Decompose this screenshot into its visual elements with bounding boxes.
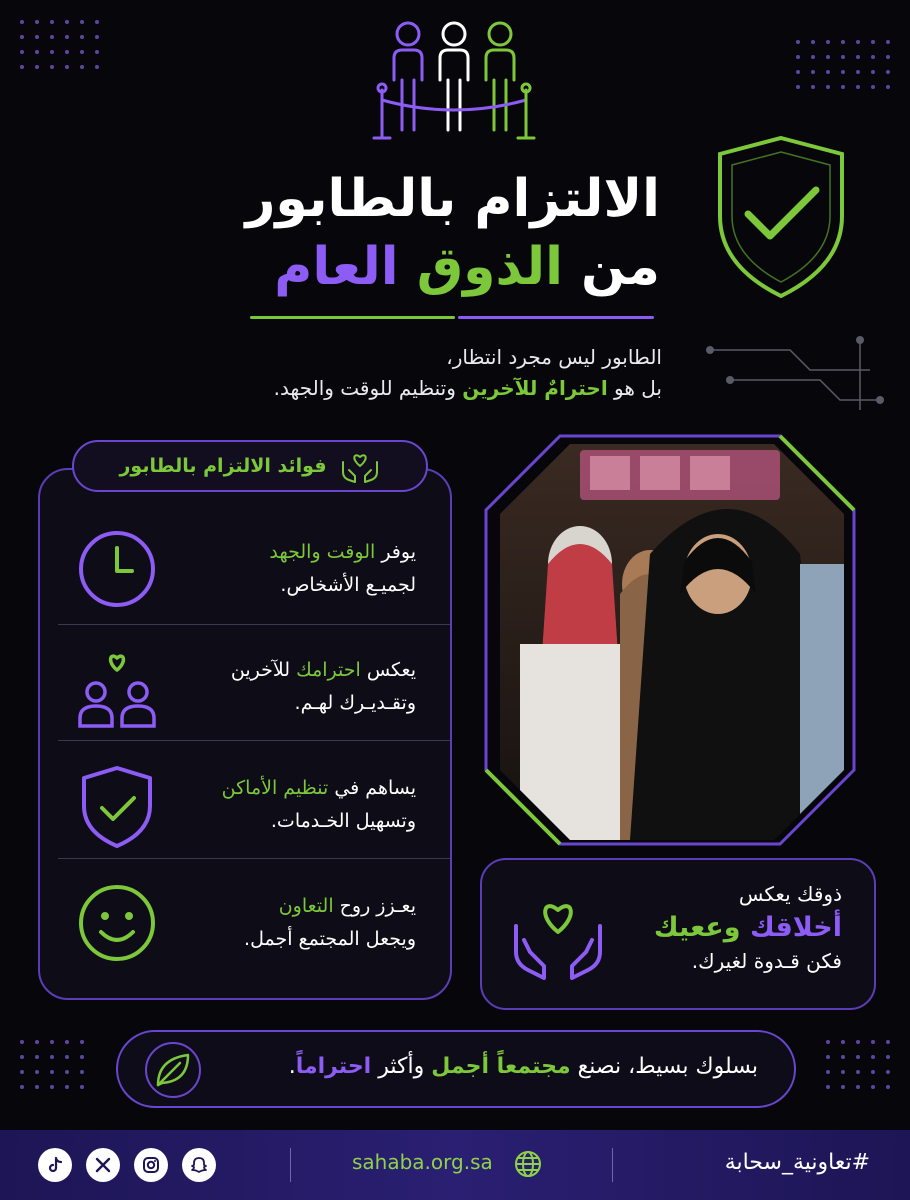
decor-dot	[35, 65, 39, 69]
footer-divider	[612, 1148, 613, 1182]
decor-dot	[826, 1040, 830, 1044]
intro-line2	[274, 373, 662, 404]
intro-line2-highlight: احترامٌ للآخرين	[462, 376, 608, 400]
decor-dot	[871, 85, 875, 89]
decor-dot	[871, 70, 875, 74]
decor-dot	[95, 50, 99, 54]
decor-dot	[80, 1085, 84, 1089]
benefit-divider	[58, 624, 450, 625]
decor-dot	[856, 40, 860, 44]
title-line2	[245, 238, 660, 298]
globe-icon	[514, 1150, 542, 1178]
title-underline-green	[250, 316, 455, 319]
decor-dot	[65, 65, 69, 69]
decor-dot	[20, 65, 24, 69]
decor-dot	[841, 1085, 845, 1089]
decor-dot	[50, 50, 54, 54]
decor-dot	[35, 1040, 39, 1044]
decor-dot	[826, 40, 830, 44]
decor-dot	[80, 1055, 84, 1059]
decor-dot	[871, 55, 875, 59]
title-word-min: من	[581, 236, 660, 297]
circuit-lines-decoration	[700, 330, 890, 430]
decor-dot	[871, 1055, 875, 1059]
decor-dot	[856, 1070, 860, 1074]
clock-icon	[74, 526, 160, 612]
decor-dot	[95, 20, 99, 24]
decor-dot	[35, 50, 39, 54]
decor-dot	[826, 1070, 830, 1074]
benefit-2-highlight: احترامك	[296, 659, 361, 681]
decor-dot	[811, 40, 815, 44]
decor-dot	[35, 1085, 39, 1089]
benefit-divider	[58, 740, 450, 741]
decor-dot	[841, 1040, 845, 1044]
decor-dot	[20, 35, 24, 39]
decor-dot	[35, 35, 39, 39]
decor-dot	[796, 85, 800, 89]
title-word-dhawq: الذوق	[416, 236, 563, 297]
benefit-item	[38, 744, 452, 860]
benefit-1-highlight: الوقت والجهد	[269, 541, 376, 563]
decor-dot	[20, 20, 24, 24]
decor-dot	[796, 40, 800, 44]
closing-highlight-green: مجتمعاً أجمل	[431, 1054, 571, 1079]
decor-dot	[65, 1085, 69, 1089]
decor-dot	[20, 1040, 24, 1044]
benefit-4-text-a: يعـزز روح	[339, 895, 416, 917]
benefit-3-line2: وتسهيل الخـدمات.	[270, 810, 416, 833]
closing-highlight-purple: احتراماً	[295, 1054, 372, 1079]
benefits-heading: فوائد الالتزام بالطابور	[119, 455, 327, 477]
dot-pattern-bottom-right	[826, 1040, 890, 1089]
decor-dot	[80, 1070, 84, 1074]
benefit-item	[38, 862, 452, 978]
hashtag: #تعاونية_سحابة	[724, 1150, 870, 1175]
decor-dot	[50, 1040, 54, 1044]
decor-dot	[826, 1085, 830, 1089]
benefit-item	[38, 508, 452, 624]
decor-dot	[826, 55, 830, 59]
benefit-text	[222, 772, 416, 839]
note-line3: فكن قـدوة لغيرك.	[691, 949, 842, 974]
benefit-item	[38, 626, 452, 742]
hands-heart-icon	[339, 448, 381, 484]
snapchat-icon[interactable]	[182, 1148, 216, 1182]
shield-check-icon	[74, 762, 160, 848]
intro-line2-before: بل هو	[614, 376, 662, 400]
benefit-2-text-a: يعكس	[366, 659, 416, 681]
closing-message-pill	[116, 1030, 796, 1108]
decor-dot	[50, 65, 54, 69]
benefit-4-line2: ويجعل المجتمع أجمل.	[244, 928, 416, 951]
queue-photo	[500, 444, 844, 840]
decor-dot	[886, 1040, 890, 1044]
decor-dot	[871, 1040, 875, 1044]
decor-dot	[50, 35, 54, 39]
social-links	[38, 1148, 216, 1182]
footer-divider	[290, 1148, 291, 1182]
dot-pattern-top-left	[20, 20, 99, 69]
decor-dot	[811, 70, 815, 74]
benefit-3-highlight: تنظيم الأماكن	[221, 777, 329, 799]
decor-dot	[856, 55, 860, 59]
decor-dot	[20, 1085, 24, 1089]
decor-dot	[80, 1040, 84, 1044]
decor-dot	[826, 1055, 830, 1059]
note-word-waeek: وععيك	[653, 912, 741, 943]
decor-dot	[886, 40, 890, 44]
decor-dot	[65, 1070, 69, 1074]
decor-dot	[50, 1085, 54, 1089]
decor-dot	[50, 1055, 54, 1059]
decor-dot	[871, 40, 875, 44]
website-link[interactable]: sahaba.org.sa	[352, 1150, 493, 1174]
decor-dot	[20, 50, 24, 54]
queue-people-icon	[368, 20, 540, 146]
smiley-icon	[74, 880, 160, 966]
decor-dot	[65, 35, 69, 39]
intro-line1: الطابور ليس مجرد انتظار،	[446, 345, 662, 369]
leaf-icon	[144, 1041, 202, 1099]
closing-text-a: بسلوك بسيط، نصنع	[577, 1054, 758, 1079]
decor-dot	[50, 20, 54, 24]
shield-check-icon	[712, 132, 850, 302]
note-text	[654, 880, 842, 975]
decor-dot	[80, 50, 84, 54]
decor-dot	[841, 1070, 845, 1074]
instagram-icon[interactable]	[134, 1148, 168, 1182]
note-line2	[654, 908, 842, 947]
decor-dot	[35, 1055, 39, 1059]
decor-dot	[20, 1070, 24, 1074]
benefit-text	[269, 536, 416, 603]
decor-dot	[841, 40, 845, 44]
decor-dot	[856, 1040, 860, 1044]
decor-dot	[35, 20, 39, 24]
x-icon[interactable]	[86, 1148, 120, 1182]
decor-dot	[65, 1055, 69, 1059]
benefit-text	[244, 890, 416, 957]
decor-dot	[50, 1070, 54, 1074]
decor-dot	[841, 70, 845, 74]
title-line1: الالتزام بالطابور	[245, 169, 660, 229]
closing-text	[289, 1054, 758, 1079]
decor-dot	[811, 85, 815, 89]
decor-dot	[886, 1070, 890, 1074]
decor-dot	[856, 1055, 860, 1059]
decor-dot	[80, 65, 84, 69]
decor-dot	[886, 55, 890, 59]
note-line1: ذوقك يعكس	[738, 882, 842, 906]
benefit-1-line2: لجميـع الأشخاص.	[280, 574, 416, 597]
decor-dot	[871, 1070, 875, 1074]
dot-pattern-bottom-left	[20, 1040, 84, 1089]
intro-line2-after: وتنظيم للوقت والجهد.	[273, 376, 456, 400]
note-word-akhlaq: أخلاقك	[749, 912, 842, 943]
decor-dot	[886, 1085, 890, 1089]
benefit-1-text-a: يوفر	[381, 541, 416, 563]
benefit-4-highlight: التعاون	[278, 895, 334, 917]
decor-dot	[826, 85, 830, 89]
decor-dot	[65, 50, 69, 54]
decor-dot	[856, 1085, 860, 1089]
decor-dot	[80, 20, 84, 24]
decor-dot	[796, 55, 800, 59]
benefit-text	[231, 654, 416, 721]
people-heart-icon	[74, 644, 160, 730]
decor-dot	[856, 85, 860, 89]
morals-note-card	[480, 858, 876, 1010]
decor-dot	[886, 85, 890, 89]
decor-dot	[65, 20, 69, 24]
benefit-3-text-a: يساهم في	[334, 777, 416, 799]
decor-dot	[35, 1070, 39, 1074]
decor-dot	[20, 1055, 24, 1059]
decor-dot	[856, 70, 860, 74]
intro-text	[274, 342, 662, 404]
closing-text-c: .	[288, 1054, 296, 1079]
hands-heart-icon	[506, 882, 610, 986]
benefit-divider	[58, 858, 450, 859]
benefit-2-line2: وتقـديـرك لهـم.	[294, 692, 416, 715]
page-title	[245, 170, 660, 298]
footer-bar	[0, 1130, 910, 1200]
decor-dot	[841, 85, 845, 89]
decor-dot	[886, 70, 890, 74]
decor-dot	[886, 1055, 890, 1059]
decor-dot	[80, 35, 84, 39]
decor-dot	[871, 1085, 875, 1089]
benefit-2-text-b: للآخرين	[230, 659, 291, 681]
decor-dot	[841, 55, 845, 59]
title-underline-purple	[458, 316, 654, 319]
decor-dot	[826, 70, 830, 74]
title-word-aam: العام	[274, 236, 399, 297]
benefits-heading-pill	[72, 440, 428, 492]
decor-dot	[95, 65, 99, 69]
decor-dot	[95, 35, 99, 39]
closing-text-b: وأكثر	[378, 1054, 425, 1079]
tiktok-icon[interactable]	[38, 1148, 72, 1182]
decor-dot	[811, 55, 815, 59]
decor-dot	[796, 70, 800, 74]
dot-pattern-top-right	[796, 40, 890, 89]
decor-dot	[65, 1040, 69, 1044]
decor-dot	[841, 1055, 845, 1059]
